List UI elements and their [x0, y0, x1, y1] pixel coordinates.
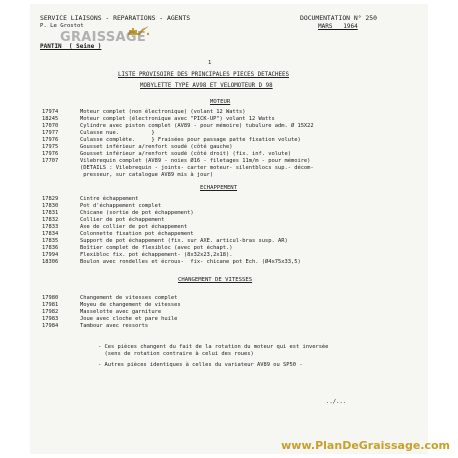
section-heading-vitesses: CHANGEMENT DE VITESSES — [178, 277, 253, 283]
part-description: Cylindre avec piston complet (AV89 - pour mémoire) tubulure adm. Ø 15X22 — [80, 123, 314, 129]
watermark-url: www.PlanDeGraissage.com — [281, 439, 450, 452]
part-number: 17977 — [42, 130, 59, 136]
part-number: 17974 — [42, 109, 59, 115]
page-mark: 1 — [208, 60, 212, 66]
list-item — [42, 131, 155, 136]
part-number: 17994 — [42, 252, 59, 258]
documentation-number: DOCUMENTATION N° 250 — [300, 14, 377, 22]
part-description: Vilebrequin complet (AV89 - noies Ø16 - filetages 11m/m - pour mémoire) — [80, 158, 311, 164]
list-item — [42, 303, 181, 308]
part-description: Support de pot échappement (fix. sur AXE. articul-bras susp. AR) — [80, 238, 288, 244]
part-number: 17982 — [42, 309, 59, 315]
list-item — [42, 317, 177, 322]
part-number: 17834 — [42, 231, 59, 237]
part-number: 17833 — [42, 224, 59, 230]
part-number: 17981 — [42, 302, 59, 308]
part-number: 17976 — [42, 137, 59, 143]
list-item — [42, 124, 314, 129]
list-item — [42, 324, 148, 329]
list-item — [42, 204, 161, 209]
part-description: Chicane (sortie de pot échappement) — [80, 210, 194, 216]
part-number: 17832 — [42, 217, 59, 223]
list-item — [42, 166, 314, 171]
document-subtitle: MOBYLETTE TYPE AV98 ET VELOMOTEUR D 98 — [140, 83, 273, 89]
part-description: Flexibloc fix. pot échappement- (8x32x23,2x18). — [80, 252, 233, 258]
document-date: MARS 1964 — [318, 23, 358, 30]
list-item — [42, 253, 233, 258]
list-item — [42, 152, 291, 157]
part-description: Culasse nue. } — [80, 130, 155, 136]
part-number: 17975 — [42, 144, 59, 150]
list-item — [42, 232, 194, 237]
part-number: 17835 — [42, 238, 59, 244]
part-description: Collier de pot échappement — [80, 217, 165, 223]
part-number: 18306 — [42, 259, 59, 265]
part-number: 17980 — [42, 295, 59, 301]
section-heading-moteur: MOTEUR — [210, 99, 231, 105]
part-description: Pot d'échappement complet — [80, 203, 162, 209]
list-item — [42, 138, 301, 143]
list-item — [42, 197, 138, 202]
list-item — [42, 110, 246, 115]
part-number: 17984 — [42, 323, 59, 329]
part-description: Tambour avec ressorts — [80, 323, 149, 329]
list-item — [42, 225, 187, 230]
list-item — [42, 218, 164, 223]
part-description: Cintre échappement — [80, 196, 139, 202]
part-number: 17831 — [42, 210, 59, 216]
part-description: Changement de vitesses complet — [80, 295, 178, 301]
part-number: 17976 — [42, 151, 59, 157]
part-description: (DETAILS : Vilebrequin - joints- carter moteur- silentblocs sup.- décom- — [80, 165, 314, 171]
part-description: presseur, sur catalogue AV89 mis à jour) — [80, 172, 214, 178]
part-number: 17829 — [42, 196, 59, 202]
note-identical-parts: - Autres pièces identiques à celles du variateur AV89 ou SP50 - — [98, 362, 303, 368]
list-item — [42, 159, 310, 164]
document-title: LISTE PROVISOIRE DES PRINCIPALES PIECES DETACHEES — [118, 72, 290, 78]
list-item — [42, 173, 213, 178]
watermark-graissage: GRAISSAGE — [60, 30, 147, 45]
part-description: Masselotte avec garniture — [80, 309, 162, 315]
list-item — [42, 310, 161, 315]
part-description: Moyeu de changement de vitesses — [80, 302, 181, 308]
part-number: 17707 — [42, 158, 59, 164]
part-description: Gousset inférieur a/renfort soudé (côté droit) (fix. inf. volute) — [80, 151, 291, 157]
part-number: 17836 — [42, 245, 59, 251]
part-description: Boulon avec rondelles et écrous- fix- chicane pot Ech. (Ø4x75x33,5) — [80, 259, 301, 265]
list-item — [42, 260, 301, 265]
header-service-line: SERVICE LIAISONS - REPARATIONS - AGENTS — [40, 14, 191, 22]
list-item — [42, 239, 288, 244]
list-item — [42, 246, 233, 251]
section-heading-echappement: ECHAPPEMENT — [200, 185, 238, 191]
part-description: Colonnette fixation pot échappement — [80, 231, 194, 237]
part-description: Moteur complet (non électronique) (volant 12 Watts) — [80, 109, 246, 115]
part-number: 18245 — [42, 116, 59, 122]
part-description: Joue avec cloche et pare huile — [80, 316, 178, 322]
part-number: 17983 — [42, 316, 59, 322]
part-description: Moteur complet (électronique avec "PICK-UP") volant 12 Watts — [80, 116, 275, 122]
header-place: PANTIN ( Seine ) — [40, 43, 102, 50]
header-name-line: P. Le Grostot — [40, 23, 84, 29]
note-rotation-detail: (sens de rotation contraire à celui des roues) — [98, 351, 254, 357]
note-rotation: - Ces pièces changent du fait de la rotation du moteur qui est inversée — [98, 344, 329, 350]
part-description: Boîtier complet de flexibloc (avec pot échapt.) — [80, 245, 233, 251]
list-item — [42, 296, 177, 301]
continuation-mark: ../... — [326, 399, 347, 405]
part-number: 17070 — [42, 123, 59, 129]
list-item — [42, 117, 275, 122]
part-number: 17830 — [42, 203, 59, 209]
part-description: Gousset inférieur a/renfort soudé (côté gauche) — [80, 144, 233, 150]
list-item — [42, 145, 233, 150]
list-item — [42, 211, 194, 216]
part-description: Axe de collier de pot échappement — [80, 224, 188, 230]
part-description: Culasse complète. } Fraisées pour passage patte fixation volute) — [80, 137, 301, 143]
